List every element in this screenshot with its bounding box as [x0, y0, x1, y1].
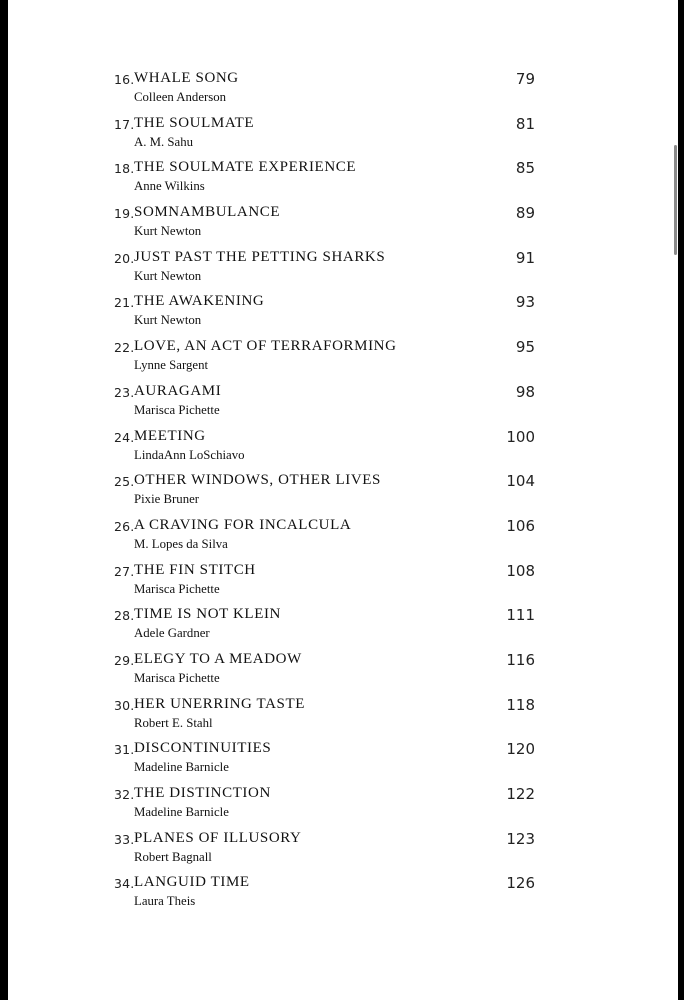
entry-title: THE SOULMATE EXPERIENCE: [134, 159, 357, 176]
document-page: [8, 0, 678, 1000]
toc-entry[interactable]: [8, 516, 678, 561]
entry-number: 27.: [114, 563, 135, 579]
table-of-contents: [8, 69, 678, 918]
entry-number: 34.: [114, 876, 135, 892]
toc-entry[interactable]: [8, 650, 678, 695]
entry-number: 25.: [114, 474, 135, 490]
entry-number: 19.: [114, 206, 135, 222]
entry-title: HER UNERRING TASTE: [134, 695, 305, 712]
entry-title: THE FIN STITCH: [134, 561, 256, 578]
entry-page-number: 79: [515, 70, 535, 88]
toc-entry[interactable]: [8, 427, 678, 472]
entry-title: AURAGAMI: [134, 382, 222, 399]
entry-author: Robert E. Stahl: [134, 715, 213, 730]
entry-author: Marisca Pichette: [134, 670, 220, 685]
entry-author: M. Lopes da Silva: [134, 536, 228, 551]
entry-title: A CRAVING FOR INCALCULA: [134, 516, 352, 533]
entry-author: Colleen Anderson: [134, 90, 227, 104]
toc-entry[interactable]: [8, 248, 678, 293]
toc-entry[interactable]: [8, 561, 678, 606]
scrollbar[interactable]: [674, 145, 677, 255]
entry-number: 18.: [114, 161, 135, 177]
entry-author: Kurt Newton: [134, 268, 202, 283]
toc-entry[interactable]: [8, 695, 678, 740]
entry-author: Kurt Newton: [134, 224, 202, 239]
entry-number: 29.: [114, 652, 135, 668]
entry-author: Madeline Barnicle: [134, 760, 229, 775]
entry-page-number: 111: [506, 606, 535, 625]
toc-entry[interactable]: [8, 873, 678, 918]
entry-page-number: 123: [506, 829, 535, 848]
toc-entry[interactable]: [8, 337, 678, 382]
entry-page-number: 95: [515, 338, 535, 357]
entry-number: 24.: [114, 429, 135, 445]
entry-author: Adele Gardner: [134, 626, 210, 641]
entry-author: Marisca Pichette: [134, 402, 220, 417]
entry-author: Marisca Pichette: [134, 581, 220, 596]
toc-entry[interactable]: [8, 784, 678, 829]
toc-entry[interactable]: [8, 829, 678, 874]
entry-title: TIME IS NOT KLEIN: [134, 606, 281, 623]
entry-author: Kurt Newton: [134, 313, 202, 328]
entry-page-number: 93: [515, 293, 535, 312]
entry-number: 23.: [114, 384, 135, 400]
entry-title: LANGUID TIME: [134, 874, 250, 891]
entry-title: OTHER WINDOWS, OTHER LIVES: [134, 472, 381, 489]
entry-title: JUST PAST THE PETTING SHARKS: [134, 248, 386, 265]
entry-author: Robert Bagnall: [134, 849, 212, 864]
entry-number: 22.: [114, 340, 135, 356]
entry-number: 31.: [114, 742, 135, 758]
entry-title: THE SOULMATE: [134, 114, 255, 131]
entry-page-number: 116: [506, 650, 535, 669]
entry-title: WHALE SONG: [134, 70, 239, 86]
entry-title: SOMNAMBULANCE: [134, 204, 281, 221]
entry-author: A. M. Sahu: [134, 134, 194, 149]
entry-page-number: 104: [506, 472, 535, 491]
toc-entry[interactable]: [8, 739, 678, 784]
entry-page-number: 126: [506, 874, 535, 893]
toc-entry[interactable]: [8, 69, 678, 114]
entry-number: 33.: [114, 831, 135, 847]
entry-page-number: 122: [506, 785, 535, 803]
entry-number: 30.: [114, 697, 135, 713]
toc-entry[interactable]: [8, 292, 678, 337]
entry-page-number: 108: [506, 561, 535, 580]
entry-page-number: 100: [506, 427, 535, 446]
entry-author: Madeline Barnicle: [134, 805, 229, 819]
entry-number: 17.: [114, 116, 135, 132]
entry-author: Pixie Bruner: [134, 492, 200, 507]
toc-entry[interactable]: [8, 158, 678, 203]
entry-title: LOVE, AN ACT OF TERRAFORMING: [134, 338, 397, 355]
entry-page-number: 91: [515, 248, 535, 267]
entry-number: 16.: [114, 72, 135, 87]
entry-page-number: 81: [515, 114, 535, 133]
entry-author: Laura Theis: [134, 894, 196, 909]
entry-title: DISCONTINUITIES: [134, 740, 272, 757]
entry-author: LindaAnn LoSchiavo: [134, 447, 245, 462]
toc-entry[interactable]: [8, 471, 678, 516]
entry-title: THE AWAKENING: [134, 293, 265, 310]
entry-title: PLANES OF ILLUSORY: [134, 829, 302, 846]
entry-number: 28.: [114, 608, 135, 624]
entry-title: THE DISTINCTION: [134, 785, 271, 801]
entry-page-number: 106: [506, 516, 535, 535]
toc-entry[interactable]: [8, 114, 678, 159]
entry-page-number: 98: [515, 382, 535, 401]
toc-entry[interactable]: [8, 605, 678, 650]
entry-number: 21.: [114, 295, 135, 311]
entry-page-number: 120: [506, 740, 535, 759]
entry-title: MEETING: [134, 427, 206, 444]
entry-number: 32.: [114, 787, 135, 802]
entry-page-number: 118: [506, 695, 535, 714]
entry-title: ELEGY TO A MEADOW: [134, 650, 302, 667]
toc-entry[interactable]: [8, 203, 678, 248]
entry-number: 26.: [114, 518, 135, 534]
entry-author: Anne Wilkins: [134, 179, 205, 194]
entry-author: Lynne Sargent: [134, 358, 209, 373]
toc-entry[interactable]: [8, 382, 678, 427]
entry-page-number: 85: [515, 159, 535, 178]
entry-number: 20.: [114, 250, 135, 266]
entry-page-number: 89: [515, 204, 535, 223]
